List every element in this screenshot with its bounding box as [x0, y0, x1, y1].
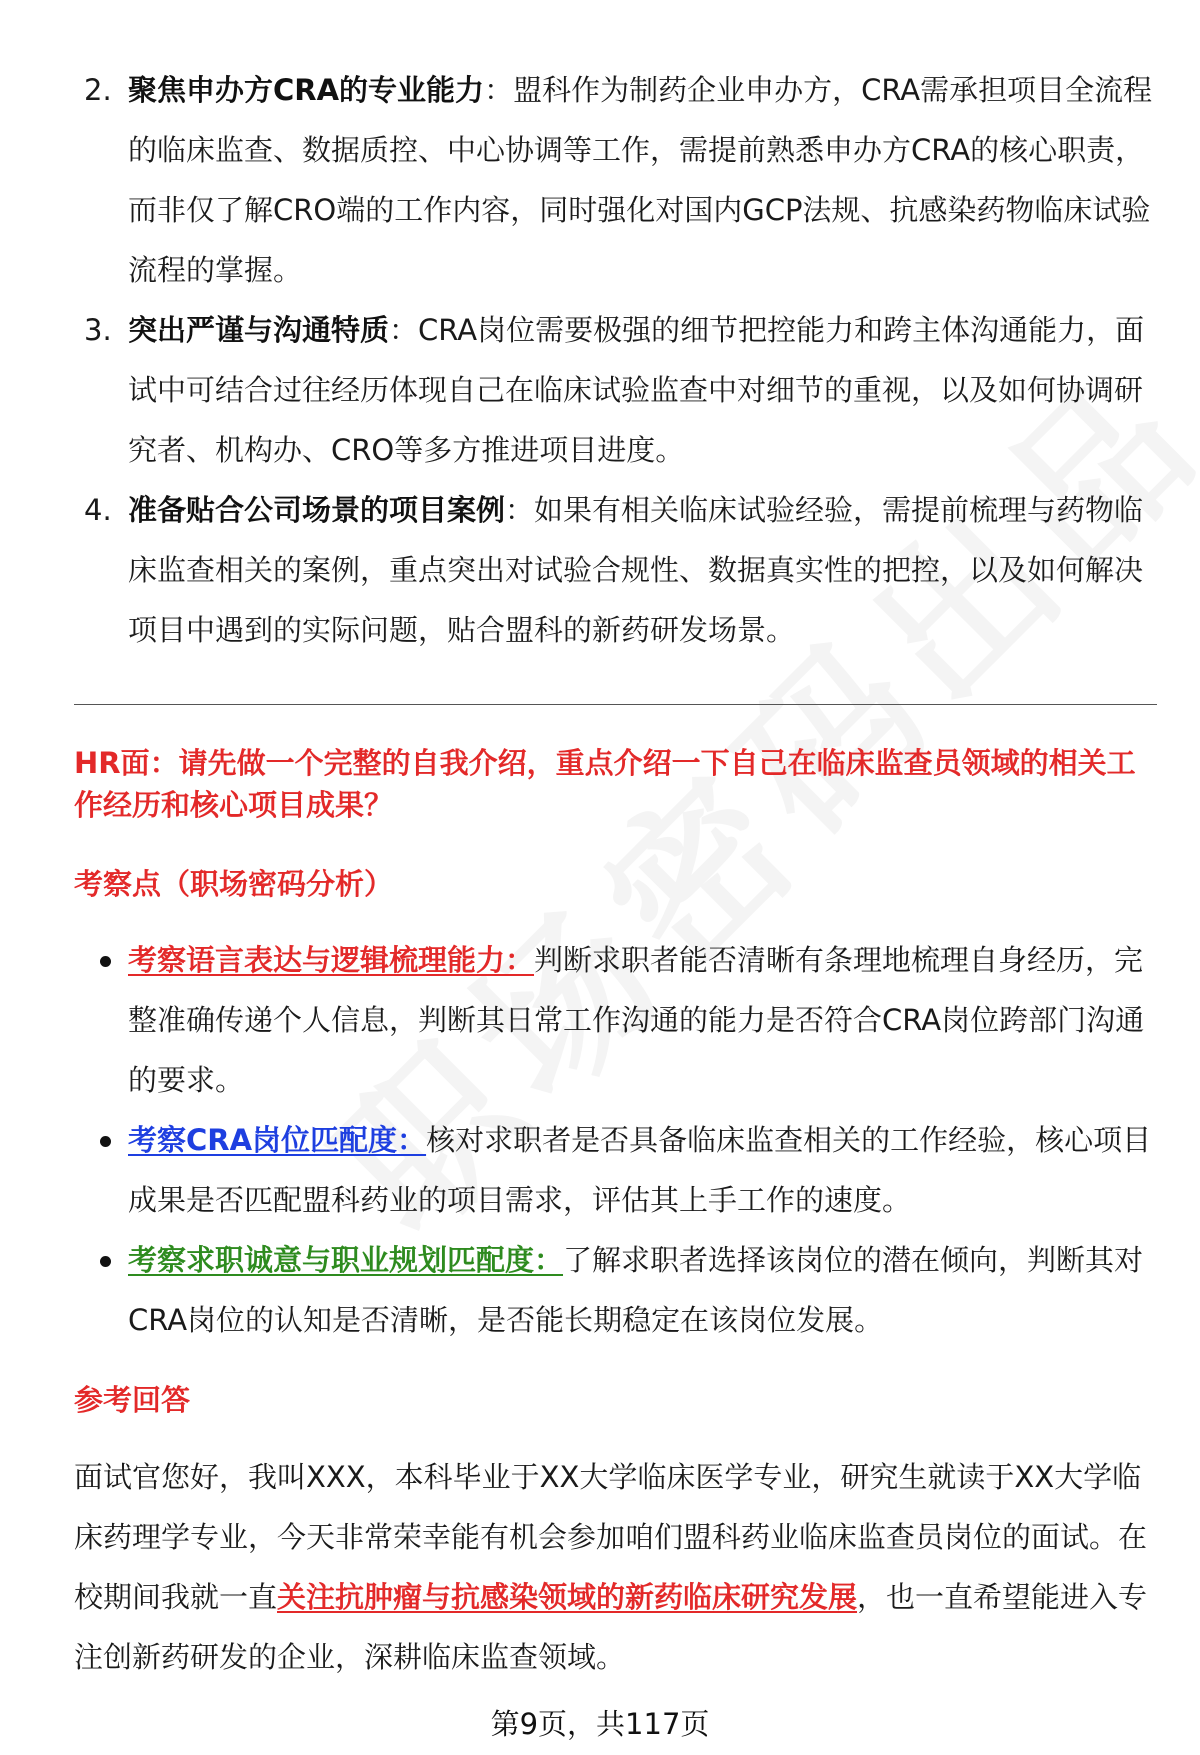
reference-answer-heading: 参考回答: [74, 1383, 191, 1417]
bullet-text: 判断求职者能否清晰有条理地梳理自身经历，完整准确传递个人信息，判断其日常工作沟通的能力是否符合CRA岗位跨部门沟通的要求。: [128, 943, 1145, 1097]
list-item-text: 如果有相关临床试验经验，需提前梳理与药物临床监查相关的案例，重点突出对试验合规性、数据真实性的把控，以及如何解决项目中遇到的实际问题，贴合盟科的新药研发场景。: [128, 493, 1144, 647]
bullet-text: 核对求职者是否具备临床监查相关的工作经验，核心项目成果是否匹配盟科药业的项目需求，评估其上手工作的速度。: [128, 1123, 1152, 1217]
page-number: 第9页，共117页: [490, 1707, 710, 1741]
list-item-text: CRA岗位需要极强的细节把控能力和跨主体沟通能力，面试中可结合过往经历体现自己在临床试验监查中对细节的重视，以及如何协调研究者、机构办、CRO等多方推进项目进度。: [128, 313, 1145, 467]
list-item-text: 盟科作为制药企业申办方，CRA需承担项目全流程的临床监查、数据质控、中心协调等工作，需提前熟悉申办方CRA的核心职责，而非仅了解CRO端的工作内容，同时强化对国内GCP法规、抗感染药物临床试验流程的掌握。: [128, 73, 1153, 287]
exam-points-list: [74, 930, 1154, 1350]
list-item-colon: ：: [505, 493, 535, 527]
bullet-text: 了解求职者选择该岗位的潜在倾向，判断其对CRA岗位的认知是否清晰，是否能长期稳定在该岗位发展。: [128, 1243, 1144, 1337]
exam-points-heading: 考察点（职场密码分析）: [74, 867, 394, 901]
list-item-number: 4.: [84, 493, 112, 527]
list-item: [74, 60, 1154, 300]
list-item-title: 突出严谨与沟通特质: [128, 313, 390, 347]
bullet-item: [74, 930, 1154, 1110]
answer-text: 面试官您好，我叫XXX，本科毕业于XX大学临床医学专业，研究生就读于XX大学临床药理学专业，今天非常荣幸能有机会参加咱们盟科药业临床监查员岗位的面试。在校期间我就一直: [74, 1460, 1148, 1614]
list-item-title: 聚焦申办方CRA的专业能力: [128, 73, 485, 107]
list-item-colon: ：: [389, 313, 419, 347]
bullet-item: [74, 1230, 1154, 1350]
list-item: [74, 480, 1154, 660]
bullet-item: [74, 1110, 1154, 1230]
list-item-colon: ：: [484, 73, 514, 107]
bullet-dot: [100, 1256, 111, 1267]
list-item-number: 3.: [84, 313, 112, 347]
interview-question: HR面：请先做一个完整的自我介绍，重点介绍一下自己在临床监查员领域的相关工作经历和核心项目成果？: [74, 746, 1136, 822]
numbered-list: [74, 60, 1154, 660]
list-item-number: 2.: [84, 73, 112, 107]
bullet-dot: [100, 956, 111, 967]
bullet-key: 考察CRA岗位匹配度：: [128, 1123, 427, 1157]
answer-text: ，也一直希望能进入专注创新药研发的企业，深耕临床监查领域。: [74, 1580, 1148, 1674]
answer-highlight: 关注抗肿瘤与抗感染领域的新药临床研究发展: [277, 1580, 858, 1614]
reference-answer: [74, 1447, 1159, 1687]
list-item: [74, 300, 1154, 480]
section-divider: [74, 704, 1157, 705]
bullet-key: 考察求职诚意与职业规划匹配度：: [128, 1243, 564, 1277]
list-item-title: 准备贴合公司场景的项目案例: [128, 493, 506, 527]
bullet-dot: [100, 1136, 111, 1147]
bullet-key: 考察语言表达与逻辑梳理能力：: [128, 943, 535, 977]
